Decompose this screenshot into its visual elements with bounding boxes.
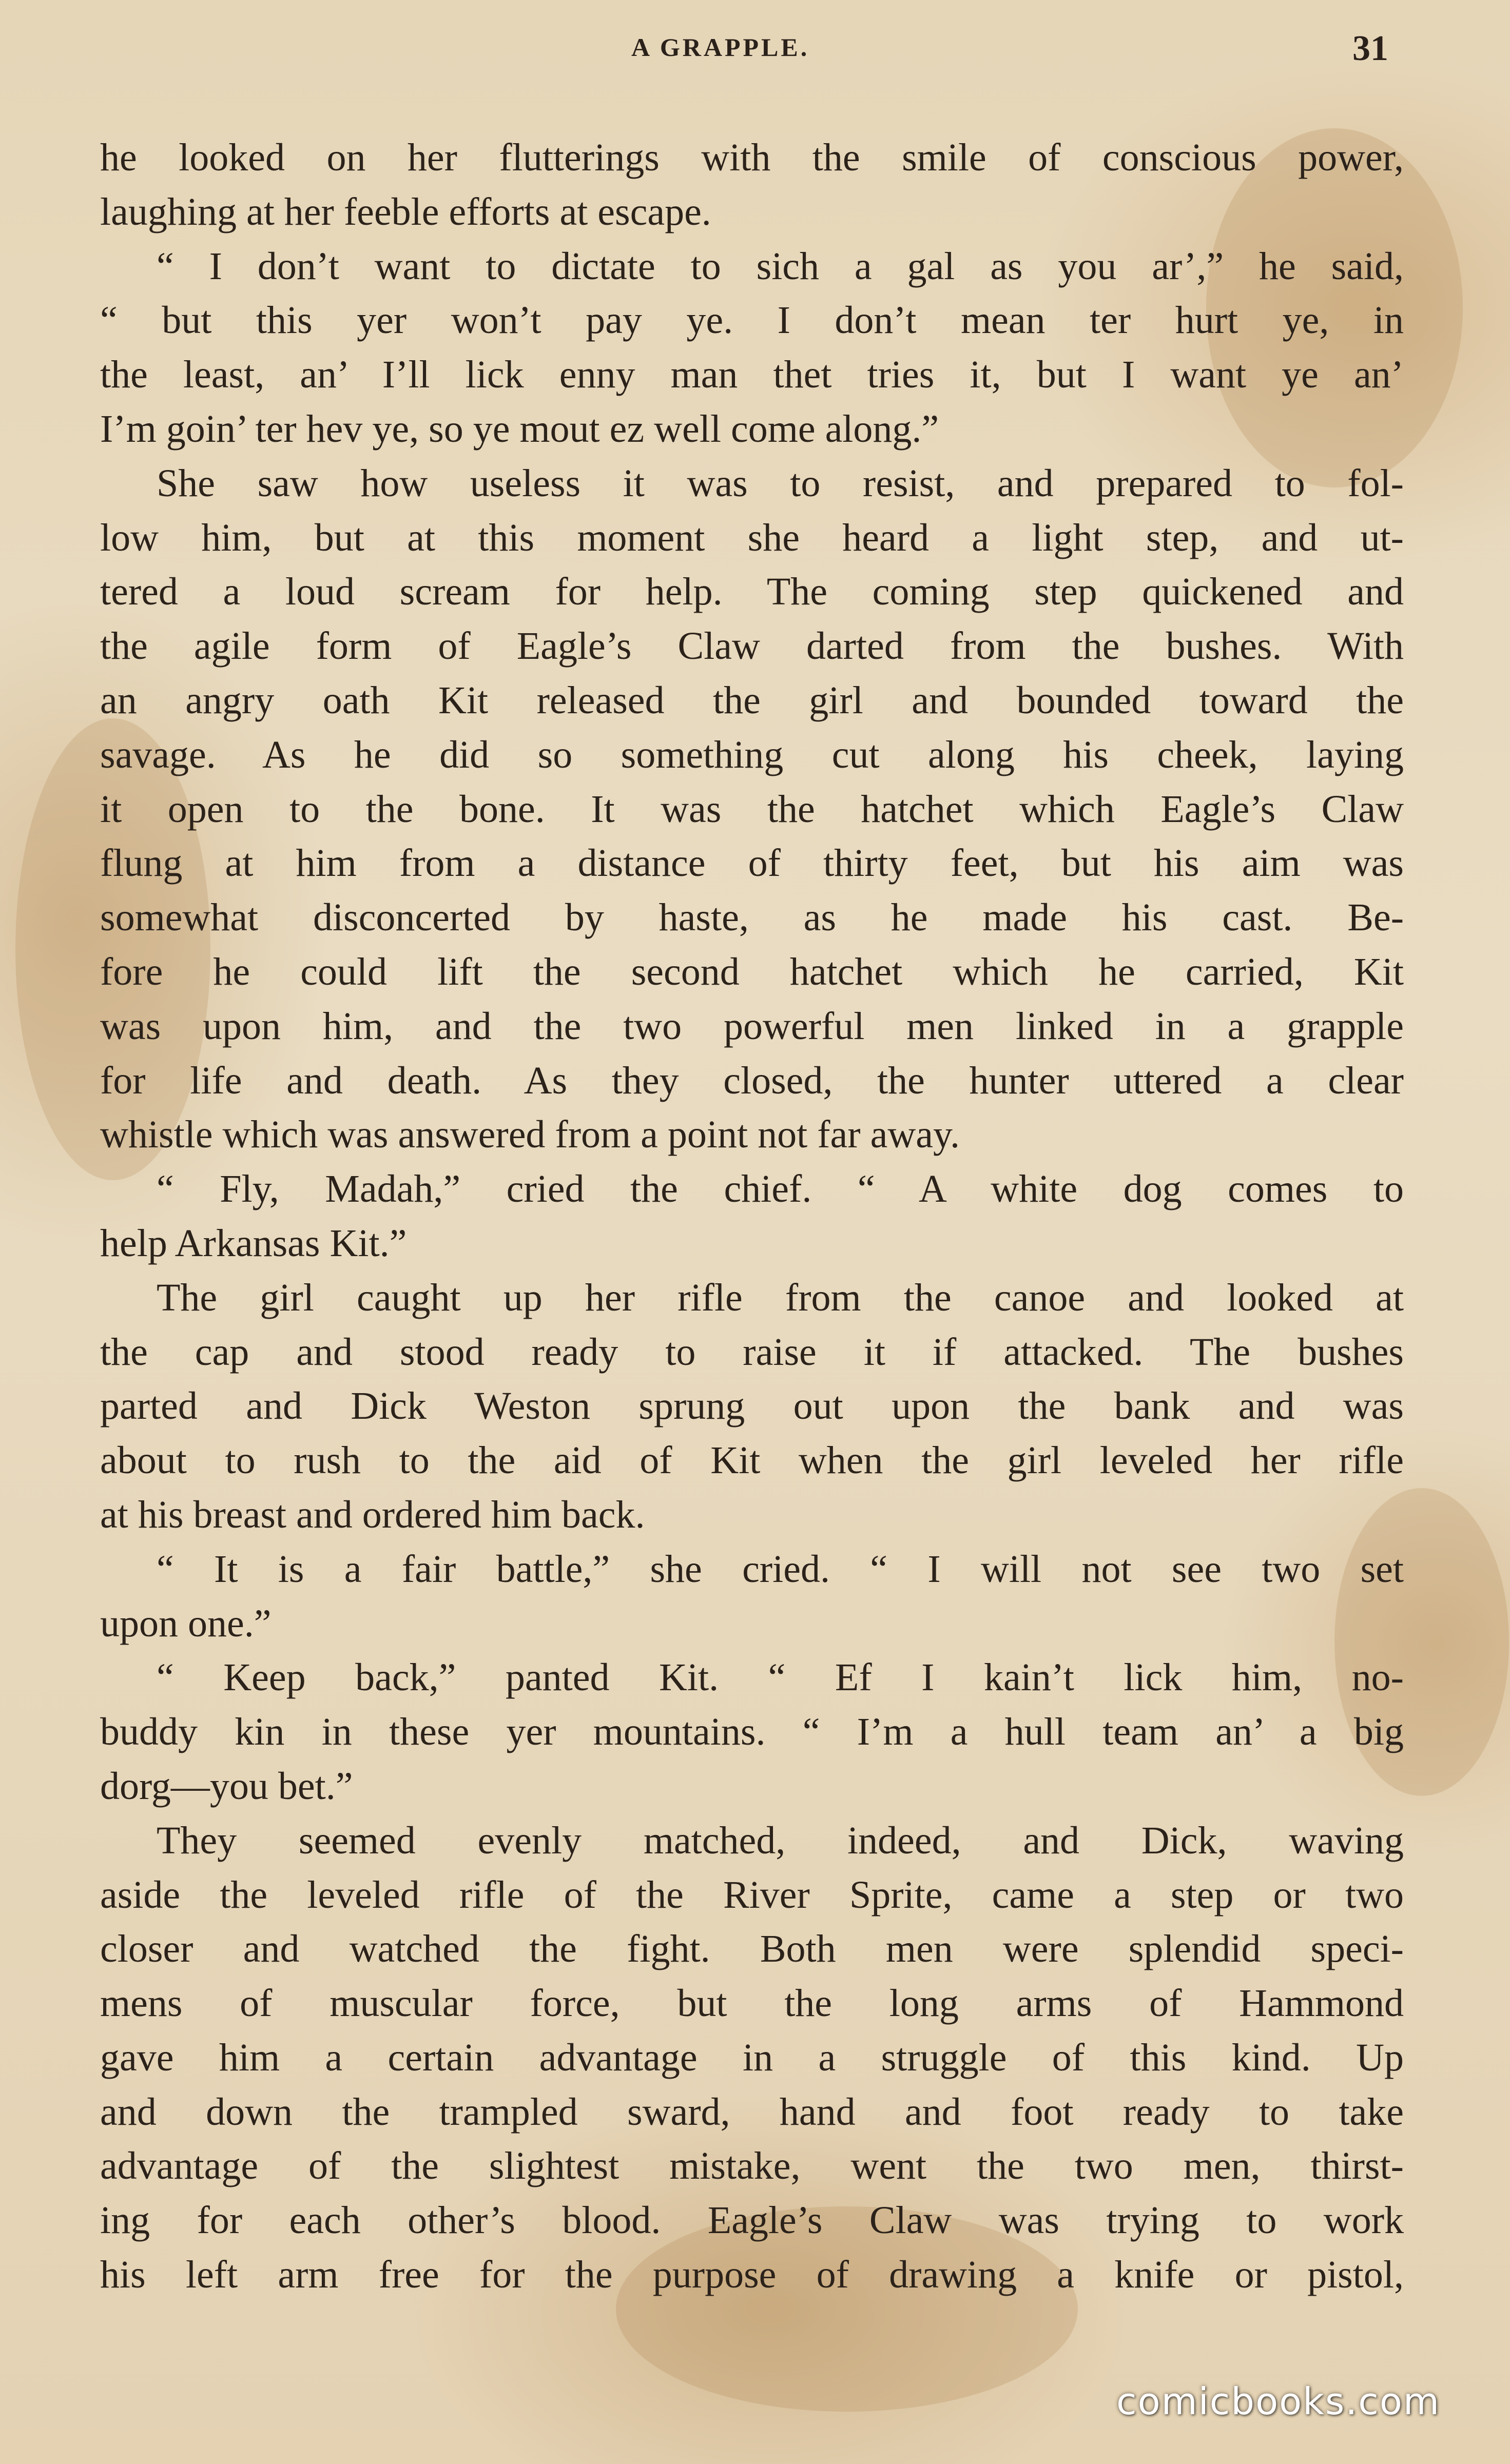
- text-line: low him, but at this moment she heard a light step, and ut-: [100, 516, 1404, 559]
- text-line: aside the leveled rifle of the River Sprite, came a step or two: [100, 1873, 1404, 1917]
- text-line: savage. As he did so something cut along his cheek, laying: [100, 733, 1404, 776]
- chapter-running-title: A GRAPPLE.: [631, 33, 810, 62]
- text-line: the cap and stood ready to raise it if attacked. The bushes: [100, 1330, 1404, 1374]
- text-line: “ It is a fair battle,” she cried. “ I will not see two set: [157, 1547, 1404, 1591]
- text-line: flung at him from a distance of thirty feet, but his aim was: [100, 842, 1404, 885]
- text-line: parted and Dick Weston sprung out upon the bank and was: [100, 1384, 1404, 1428]
- text-line: an angry oath Kit released the girl and bounded toward the: [100, 678, 1404, 722]
- site-watermark: comicbooks.com: [1116, 2380, 1441, 2423]
- text-line: tered a loud scream for help. The coming step quickened and: [100, 570, 1404, 614]
- text-line: “ Keep back,” panted Kit. “ Ef I kain’t lick him, no-: [157, 1656, 1404, 1699]
- running-head: [0, 28, 1510, 74]
- text-line: about to rush to the aid of Kit when the girl leveled her rifle: [100, 1439, 1404, 1482]
- text-line: it open to the bone. It was the hatchet which Eagle’s Claw: [100, 787, 1404, 831]
- text-line: closer and watched the fight. Both men were splendid speci-: [100, 1927, 1404, 1971]
- text-line: “ I don’t want to dictate to sich a gal as you ar’,” he said,: [157, 244, 1404, 288]
- text-line: laughing at her feeble efforts at escape.: [100, 190, 711, 233]
- text-line: fore he could lift the second hatchet which he carried, Kit: [100, 950, 1404, 993]
- text-line: “ Fly, Madah,” cried the chief. “ A white dog comes to: [157, 1167, 1404, 1211]
- page-number: 31: [1352, 29, 1388, 68]
- text-line: gave him a certain advantage in a struggle of this kind. Up: [100, 2036, 1404, 2079]
- text-line: for life and death. As they closed, the hunter uttered a clear: [100, 1059, 1404, 1102]
- text-line: somewhat disconcerted by haste, as he made his cast. Be-: [100, 896, 1404, 940]
- text-line: the agile form of Eagle’s Claw darted from the bushes. With: [100, 624, 1404, 668]
- text-line: The girl caught up her rifle from the canoe and looked at: [157, 1276, 1404, 1319]
- text-line: They seemed evenly matched, indeed, and Dick, waving: [157, 1818, 1404, 1862]
- text-line: and down the trampled sward, hand and foot ready to take: [100, 2090, 1404, 2134]
- text-line: She saw how useless it was to resist, and prepared to fol-: [157, 461, 1404, 505]
- text-line: “ but this yer won’t pay ye. I don’t mean ter hurt ye, in: [100, 299, 1404, 342]
- text-line: was upon him, and the two powerful men linked in a grapple: [100, 1004, 1404, 1048]
- text-line: his left arm free for the purpose of drawing a knife or pistol,: [100, 2253, 1404, 2297]
- text-line: ing for each other’s blood. Eagle’s Claw was trying to work: [100, 2199, 1404, 2242]
- body-text: [100, 131, 1404, 2302]
- text-line: whistle which was answered from a point not far away.: [100, 1113, 960, 1157]
- text-line: at his breast and ordered him back.: [100, 1493, 645, 1536]
- text-line: mens of muscular force, but the long arms of Hammond: [100, 1982, 1404, 2025]
- text-line: I’m goin’ ter hev ye, so ye mout ez well come along.”: [100, 407, 939, 451]
- text-line: dorg—you bet.”: [100, 1764, 353, 1808]
- text-line: he looked on her flutterings with the smile of conscious power,: [100, 136, 1404, 179]
- text-line: help Arkansas Kit.”: [100, 1221, 407, 1265]
- text-line: advantage of the slightest mistake, went the two men, thirst-: [100, 2144, 1404, 2188]
- text-line: upon one.”: [100, 1601, 272, 1645]
- text-line: buddy kin in these yer mountains. “ I’m a hull team an’ a big: [100, 1710, 1404, 1754]
- text-line: the least, an’ I’ll lick enny man thet tries it, but I want ye an’: [100, 353, 1404, 397]
